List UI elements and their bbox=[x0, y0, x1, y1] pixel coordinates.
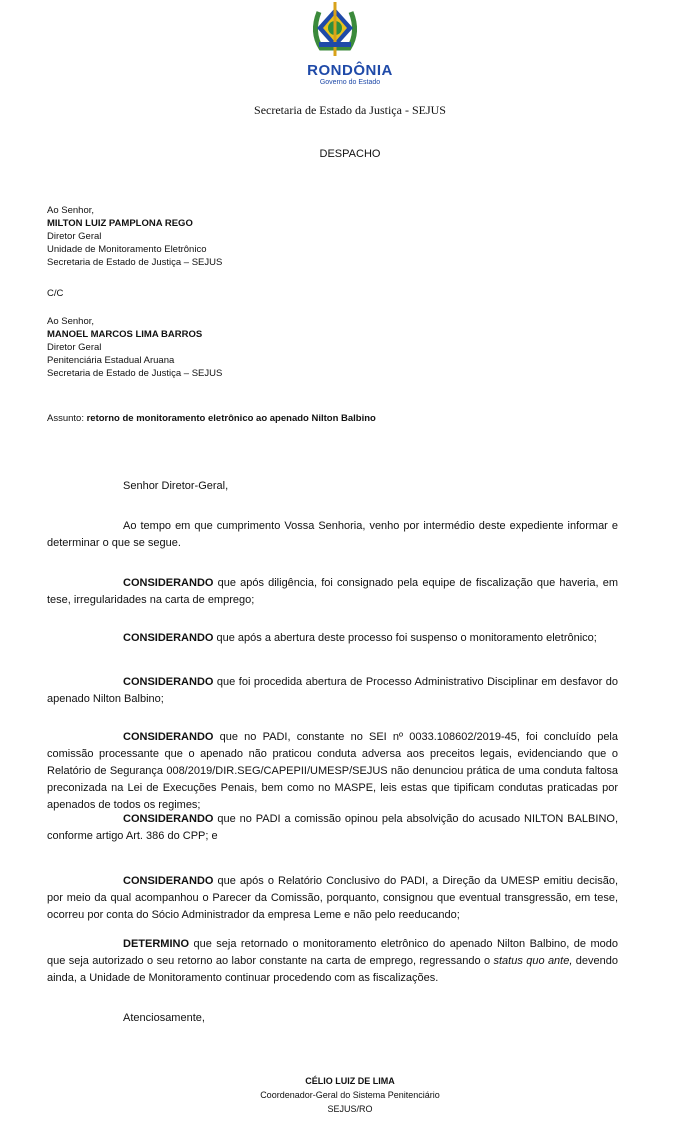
keyword: CONSIDERANDO bbox=[123, 731, 214, 743]
considerando-paragraph-2 bbox=[47, 630, 618, 647]
considerando-paragraph-5 bbox=[47, 811, 618, 845]
recipient-org: Secretaria de Estado de Justiça – SEJUS bbox=[47, 257, 223, 268]
considerando-paragraph-4 bbox=[47, 729, 618, 814]
keyword: CONSIDERANDO bbox=[123, 676, 214, 688]
keyword: CONSIDERANDO bbox=[123, 813, 214, 825]
paragraph-text: que após a abertura deste processo foi suspenso o monitoramento eletrônico; bbox=[213, 632, 597, 644]
considerando-paragraph-1 bbox=[47, 575, 618, 609]
considerando-paragraph-6 bbox=[47, 873, 618, 924]
recipient-block-1 bbox=[47, 204, 222, 269]
keyword: CONSIDERANDO bbox=[123, 577, 214, 589]
paragraph-text: que foi procedida abertura de Processo Administrativo Disciplinar em desfavor do apenado Nilton Balbino; bbox=[47, 676, 618, 705]
intro-paragraph: Ao tempo em que cumprimento Vossa Senhoria, venho por intermédio deste expediente informar e determinar o que se segue. bbox=[47, 520, 618, 549]
recipient-unit: Penitenciária Estadual Aruana bbox=[47, 355, 175, 366]
paragraph-text: que seja retornado o monitoramento eletrônico do apenado Nilton Balbino, de modo que seja autorizado o seu retorno ao labor constante na carta de emprego, regressando o bbox=[47, 938, 618, 967]
recipient-name: MANOEL MARCOS LIMA BARROS bbox=[47, 329, 203, 340]
recipient-role: Diretor Geral bbox=[47, 342, 102, 353]
salutation: Ao Senhor, bbox=[47, 205, 95, 216]
paragraph-text: que no PADI a comissão opinou pela absolvição do acusado NILTON BALBINO, conforme artigo Art. 386 do CPP; e bbox=[47, 813, 618, 842]
logo-subtitle: Governo do Estado bbox=[319, 79, 381, 86]
paragraph-text: que no PADI, constante no SEI nº 0033.108602/2019-45, foi concluído pela comissão processante que o apenado não praticou conduta adversa aos preceitos legais, evidenciando que o Relatório de Segurança 008/2019/DIR.SEG/CAPEPII/UMESP/SEJUS não denunciou prática de uma conduta faltosa preconizada na Lei de Execuções Penais, bem como no MASPE, leis estas que tipificam condutas praticadas por apenados de todos os regimes; bbox=[47, 731, 618, 811]
subject-label: Assunto: bbox=[47, 413, 84, 424]
paragraph-text: que após o Relatório Conclusivo do PADI, a Direção da UMESP emitiu decisão, por meio da qual acompanhou o Parecer da Comissão, porquanto, consignou que eventual transgressão, em tese, ocorreu por conta do Sócio Administrador da empresa Leme e não pelo reeducando; bbox=[47, 875, 618, 921]
keyword: CONSIDERANDO bbox=[123, 632, 214, 644]
considerando-paragraph-3 bbox=[47, 674, 618, 708]
logo-title: RONDÔNIA bbox=[307, 62, 393, 79]
paragraph-text: que após diligência, foi consignado pela equipe de fiscalização que haveria, em tese, irregularidades na carta de emprego; bbox=[47, 577, 618, 606]
subject-text: retorno de monitoramento eletrônico ao apenado Nilton Balbino bbox=[86, 413, 376, 424]
paragraph-text: devendo ainda, a Unidade de Monitoramento continuar procedendo com as fiscalizações. bbox=[47, 955, 619, 984]
signer-name: CÉLIO LUIZ DE LIMA bbox=[305, 1076, 395, 1086]
greeting: Senhor Diretor-Geral, bbox=[123, 480, 229, 492]
keyword: DETERMINO bbox=[123, 938, 189, 950]
signature-block bbox=[0, 1074, 700, 1116]
signer-title: Coordenador-Geral do Sistema Penitenciário bbox=[260, 1090, 440, 1100]
recipient-role: Diretor Geral bbox=[47, 231, 102, 242]
salutation: Ao Senhor, bbox=[47, 316, 95, 327]
determino-paragraph bbox=[47, 936, 618, 987]
closing: Atenciosamente, bbox=[123, 1012, 205, 1024]
recipient-unit: Unidade de Monitoramento Eletrônico bbox=[47, 244, 207, 255]
recipient-org: Secretaria de Estado de Justiça – SEJUS bbox=[47, 368, 223, 379]
rondonia-coat-of-arms-logo bbox=[305, 2, 365, 58]
department-title: Secretaria de Estado da Justiça - SEJUS bbox=[254, 103, 446, 117]
recipient-block-2 bbox=[47, 315, 222, 380]
cc-label: C/C bbox=[47, 288, 64, 299]
subject-line bbox=[47, 412, 376, 425]
recipient-name: MILTON LUIZ PAMPLONA REGO bbox=[47, 218, 193, 229]
keyword: CONSIDERANDO bbox=[123, 875, 214, 887]
italic-text: status quo ante, bbox=[493, 955, 573, 967]
signer-org: SEJUS/RO bbox=[327, 1104, 373, 1114]
document-type: DESPACHO bbox=[319, 148, 381, 160]
